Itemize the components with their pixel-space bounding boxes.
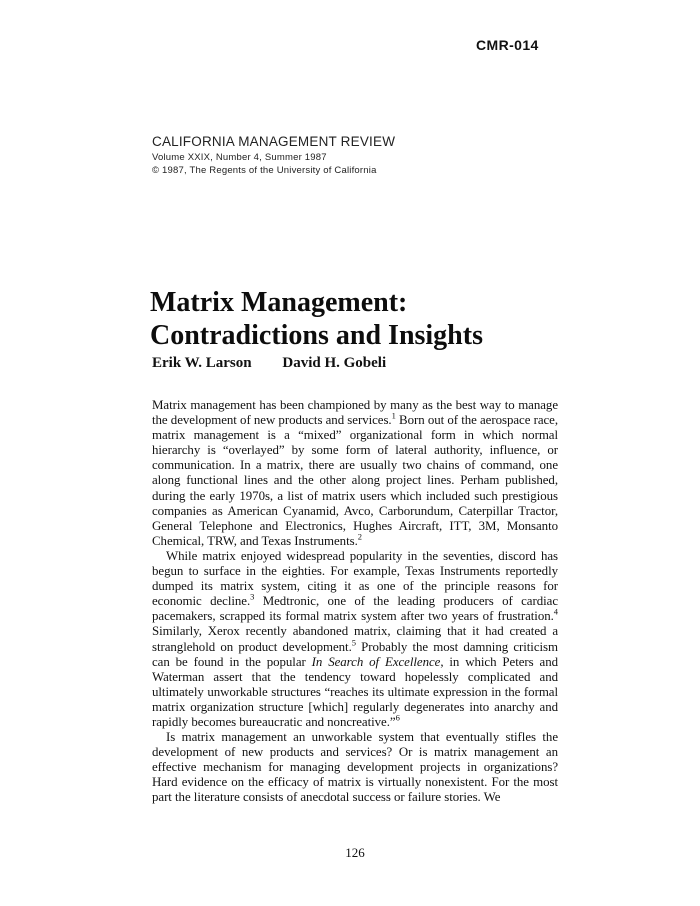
journal-name: CALIFORNIA MANAGEMENT REVIEW bbox=[152, 134, 396, 149]
text-run: Born out of the aerospace race, matrix management is a “mixed” organizational form in which normal hierarchy is “overlayed” by some form of lateral authority, influence, or communication. In a matrix, there are usually two chains of command, one along functional lines and the other along project lines. Perham published, during the early 1970s, a list of matrix users which included such prestigious companies as American Cyanamid, Avco, Carborundum, Caterpillar Tractor, General Telephone and Electronics, Hughes Aircraft, ITT, 3M, Monsanto Chemical, TRW, and Texas Instruments. bbox=[152, 413, 559, 548]
body-paragraph bbox=[152, 730, 558, 805]
footnote-marker: 1 bbox=[391, 410, 396, 421]
text-run: Is matrix management an unworkable system that eventually stifles the development of new products and services? Or is matrix management an effective mechanism for managing development projects in organizations? Hard evidence on the efficacy of matrix is virtually nonexistent. For the most part the literature consists of anecdotal success or failure stories. We bbox=[152, 730, 558, 805]
journal-copyright: © 1987, The Regents of the University of California bbox=[152, 165, 377, 176]
italic-text-run: In Search of Excellence bbox=[311, 654, 441, 669]
text-run: Matrix management has been championed by many as the best way to manage the development of new products and services. bbox=[152, 398, 558, 428]
footnote-marker: 4 bbox=[553, 607, 558, 618]
doc-code: CMR-014 bbox=[476, 37, 539, 53]
footnote-marker: 6 bbox=[395, 712, 400, 723]
journal-issue: Volume XXIX, Number 4, Summer 1987 bbox=[152, 151, 327, 163]
article-title bbox=[150, 286, 483, 352]
text-run: While matrix enjoyed widespread popularity in the seventies, discord has begun to surface in the eighties. For example, Texas Instruments reportedly dumped its matrix system, citing it as one of the principle reasons for economic decline. bbox=[152, 548, 558, 609]
journal-header bbox=[152, 134, 395, 176]
footnote-marker: 2 bbox=[357, 531, 362, 542]
body-paragraph bbox=[152, 398, 558, 549]
text-run: Probably the most damning criticism can be found in the popular bbox=[152, 639, 558, 669]
article-body bbox=[152, 398, 558, 806]
author-name: Erik W. Larson bbox=[152, 355, 252, 371]
article-authors bbox=[152, 355, 386, 372]
text-run: , in which Peters and Waterman assert that the tendency toward hopelessly complicated and ultimately unworkable structures “reaches its ultimate expression in the formal matrix organization structure [which] regularly degenerates into anarchy and rapidly becomes bureaucratic and noncreative.” bbox=[152, 654, 558, 729]
footnote-marker: 3 bbox=[250, 591, 255, 602]
article-title-line1: Matrix Management: bbox=[150, 287, 408, 318]
author-name: David H. Gobeli bbox=[282, 355, 387, 371]
footnote-marker: 5 bbox=[351, 637, 356, 648]
article-title-line2: Contradictions and Insights bbox=[150, 320, 483, 351]
text-run: Medtronic, one of the leading producers of cardiac pacemakers, scrapped its formal matrix system after two years of frustration. bbox=[152, 594, 558, 624]
page-number: 126 bbox=[345, 845, 365, 860]
body-paragraph bbox=[152, 549, 558, 730]
text-run: Similarly, Xerox recently abandoned matrix, claiming that it had created a stranglehold on product development. bbox=[152, 624, 558, 654]
